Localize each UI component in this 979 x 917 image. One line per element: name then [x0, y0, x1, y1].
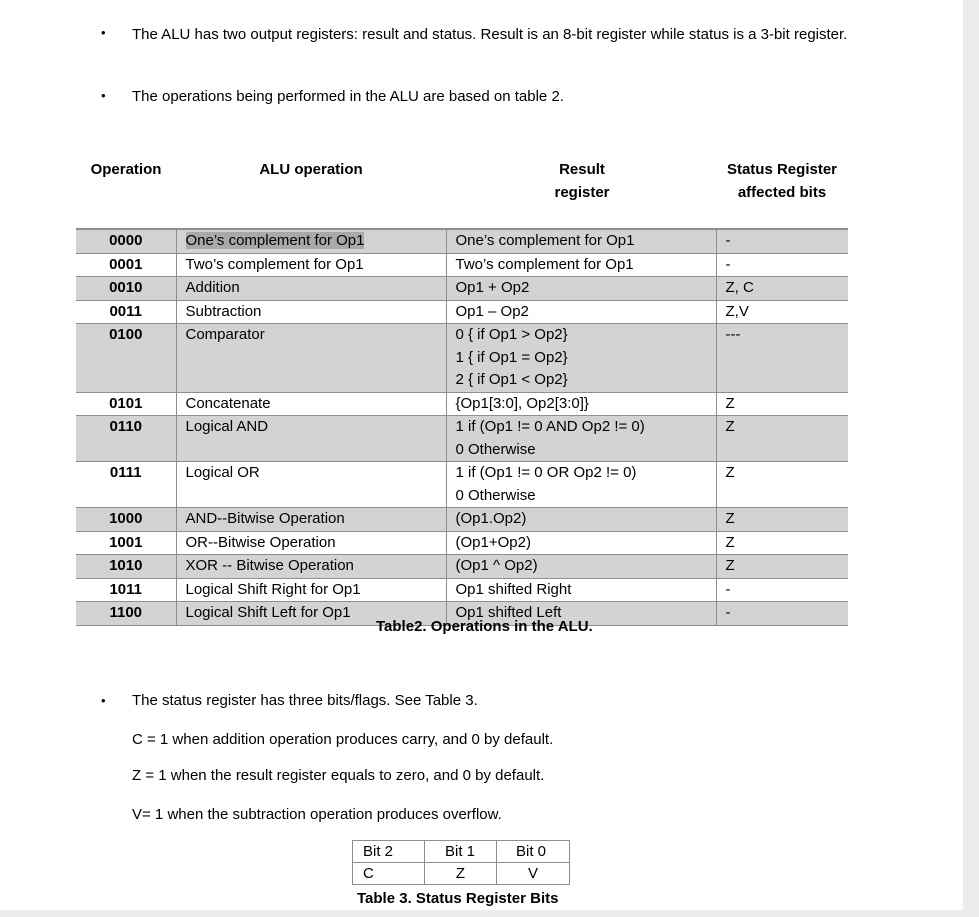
op-status: Z — [716, 392, 848, 416]
op-result: Op1 shifted Right — [446, 578, 716, 602]
alu-operations-table — [76, 228, 848, 626]
op-code: 0000 — [76, 229, 176, 253]
bullet-icon: • — [101, 25, 106, 40]
table-row — [76, 392, 848, 416]
op-status: Z — [716, 462, 848, 508]
op-result: (Op1.Op2) — [446, 508, 716, 532]
column-header-alu-operation: ALU operation — [259, 161, 363, 178]
column-header-operation: Operation — [90, 161, 162, 178]
op-result: (Op1+Op2) — [446, 531, 716, 555]
op-result: One’s complement for Op1 — [446, 229, 716, 253]
highlighted-text: One’s complement for Op1 — [185, 232, 365, 249]
table-row — [76, 253, 848, 277]
column-header-result-register: Result register — [554, 161, 610, 201]
column-header-status-register: Status Register affected bits — [726, 161, 838, 201]
op-code: 0111 — [76, 462, 176, 508]
op-name: Logical AND — [176, 416, 446, 462]
op-status: Z — [716, 508, 848, 532]
bit-header: Bit 2 — [353, 841, 425, 863]
op-result: {Op1[3:0], Op2[3:0]} — [446, 392, 716, 416]
bit-value: Z — [425, 863, 497, 885]
op-code: 1000 — [76, 508, 176, 532]
table-row — [76, 508, 848, 532]
op-status: Z,V — [716, 300, 848, 324]
op-name: Addition — [176, 277, 446, 301]
op-code: 0011 — [76, 300, 176, 324]
op-code: 0110 — [76, 416, 176, 462]
op-name: XOR -- Bitwise Operation — [176, 555, 446, 579]
intro-paragraph-operations: The operations being performed in the ALU are based on table 2. — [132, 88, 564, 105]
op-status: - — [716, 229, 848, 253]
op-status: - — [716, 253, 848, 277]
op-result: 1 if (Op1 != 0 OR Op2 != 0) 0 Otherwise — [446, 462, 716, 508]
op-status: - — [716, 602, 848, 626]
op-name: Comparator — [176, 324, 446, 393]
op-code: 0101 — [76, 392, 176, 416]
window-edge-right — [963, 0, 979, 917]
bullet-icon: • — [101, 693, 106, 708]
table-row — [76, 229, 848, 253]
table-row — [353, 841, 570, 863]
op-code: 1100 — [76, 602, 176, 626]
op-result: (Op1 ^ Op2) — [446, 555, 716, 579]
op-code: 0001 — [76, 253, 176, 277]
op-name: Logical OR — [176, 462, 446, 508]
table-row — [76, 462, 848, 508]
op-status: Z, C — [716, 277, 848, 301]
table-row — [76, 555, 848, 579]
op-result: Op1 + Op2 — [446, 277, 716, 301]
table-row — [353, 863, 570, 885]
op-result: Op1 shifted Left — [446, 602, 716, 626]
bit-value: V — [497, 863, 570, 885]
op-name: Logical Shift Left for Op1 — [176, 602, 446, 626]
status-line-v: V= 1 when the subtraction operation produces overflow. — [132, 806, 502, 823]
table-row — [76, 324, 848, 393]
op-code: 1011 — [76, 578, 176, 602]
table-row — [76, 531, 848, 555]
op-result: 0 { if Op1 > Op2} 1 { if Op1 = Op2} 2 { if Op1 < Op2} — [446, 324, 716, 393]
table-row — [76, 300, 848, 324]
status-line-c: C = 1 when addition operation produces carry, and 0 by default. — [132, 731, 554, 748]
window-edge-bottom — [0, 910, 979, 917]
op-code: 0100 — [76, 324, 176, 393]
op-status: - — [716, 578, 848, 602]
op-name: Logical Shift Right for Op1 — [176, 578, 446, 602]
op-name — [176, 229, 446, 253]
op-code: 0010 — [76, 277, 176, 301]
table2-caption: Table2. Operations in the ALU. — [376, 618, 593, 635]
status-intro: The status register has three bits/flags. See Table 3. — [132, 692, 478, 709]
bullet-icon: • — [101, 88, 106, 103]
table3-caption: Table 3. Status Register Bits — [357, 890, 559, 907]
status-line-z: Z = 1 when the result register equals to zero, and 0 by default. — [132, 767, 545, 784]
op-status: Z — [716, 531, 848, 555]
op-code: 1010 — [76, 555, 176, 579]
op-result: Two’s complement for Op1 — [446, 253, 716, 277]
op-name: Two’s complement for Op1 — [176, 253, 446, 277]
op-name: Subtraction — [176, 300, 446, 324]
op-name: OR--Bitwise Operation — [176, 531, 446, 555]
status-bits-table — [352, 840, 570, 885]
bit-header: Bit 1 — [425, 841, 497, 863]
table-row — [76, 277, 848, 301]
bit-value: C — [353, 863, 425, 885]
intro-paragraph-registers: The ALU has two output registers: result and status. Result is an 8-bit register while status is a 3-bit register. — [132, 26, 848, 43]
table-row — [76, 416, 848, 462]
table-row — [76, 578, 848, 602]
op-result: Op1 – Op2 — [446, 300, 716, 324]
op-status: --- — [716, 324, 848, 393]
op-result: 1 if (Op1 != 0 AND Op2 != 0) 0 Otherwise — [446, 416, 716, 462]
op-status: Z — [716, 555, 848, 579]
op-name: Concatenate — [176, 392, 446, 416]
bit-header: Bit 0 — [497, 841, 570, 863]
op-name: AND--Bitwise Operation — [176, 508, 446, 532]
op-code: 1001 — [76, 531, 176, 555]
op-status: Z — [716, 416, 848, 462]
